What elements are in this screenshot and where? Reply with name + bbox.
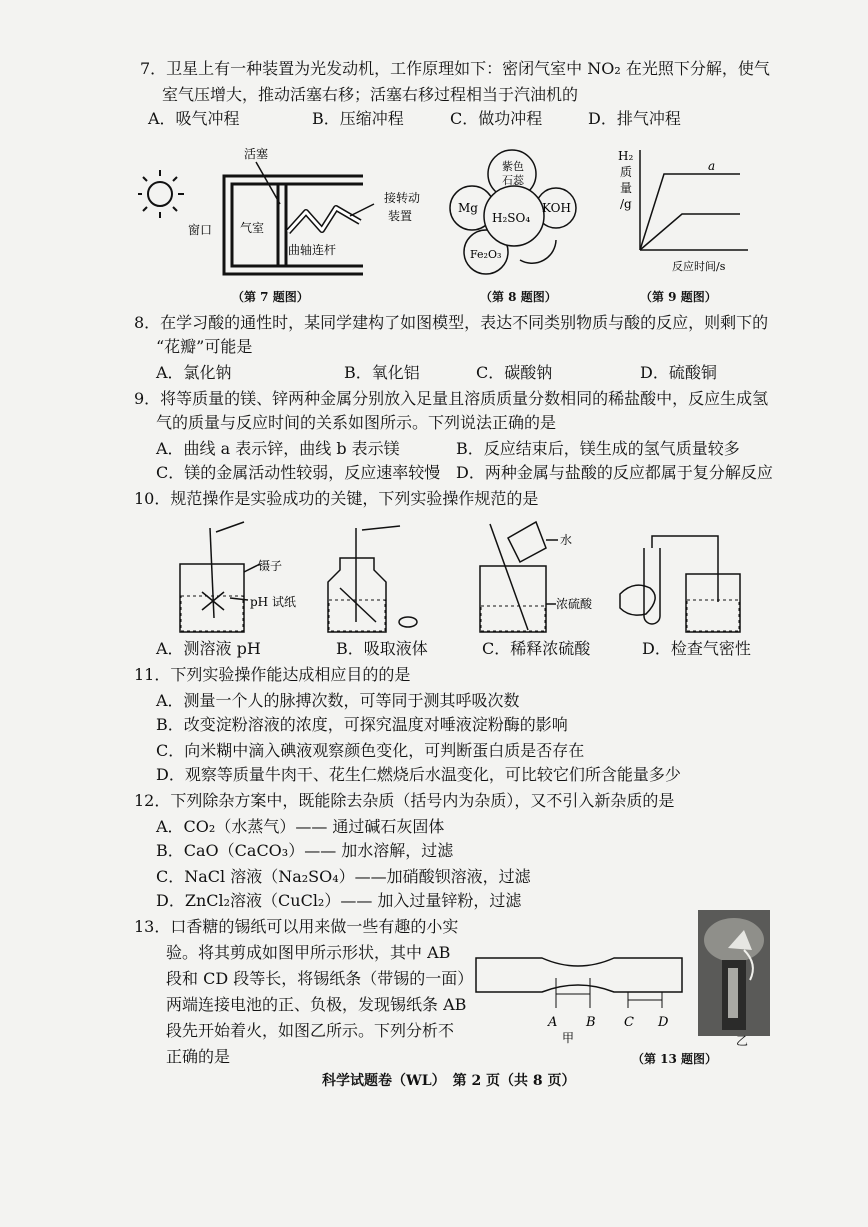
figure-8-caption: （第 8 题图） bbox=[480, 290, 557, 304]
q8-option-d: D．硫酸铜 bbox=[640, 363, 717, 382]
connect-label-1: 接转动 bbox=[384, 191, 421, 205]
center-h2so4: H₂SO₄ bbox=[492, 211, 531, 225]
ph-paper-label: pH 试纸 bbox=[250, 595, 296, 609]
y-axis-label-2: 质 bbox=[620, 165, 633, 179]
q9-option-c: C．镁的金属活动性较弱，反应速率较慢 bbox=[156, 463, 441, 482]
figure-7-engine bbox=[138, 140, 448, 290]
q7-option-d: D．排气冲程 bbox=[588, 109, 681, 128]
q11-line1: 11．下列实验操作能达成相应目的的是 bbox=[134, 665, 411, 684]
figure-8-flower bbox=[448, 140, 578, 286]
q13-line1: 13．口香糖的锡纸可以用来做一些有趣的小实 bbox=[134, 917, 459, 936]
q9-line1: 9．将等质量的镁、锌两种金属分别放入足量且溶质质量分数相同的稀盐酸中，反应生成氢 bbox=[134, 389, 769, 408]
q7-option-c: C．做功冲程 bbox=[450, 109, 543, 128]
figure-10-operations bbox=[150, 518, 770, 636]
q12-option-d: D．ZnCl₂溶液（CuCl₂）—— 加入过量锌粉，过滤 bbox=[156, 891, 522, 910]
q13-line6: 正确的是 bbox=[166, 1047, 231, 1066]
y-axis-label-3: 量 bbox=[620, 181, 633, 195]
window-label: 窗口 bbox=[188, 223, 213, 237]
petal-litmus-2: 石蕊 bbox=[502, 174, 524, 187]
figure-13-photo bbox=[698, 910, 770, 1036]
q7-line1: 7．卫星上有一种装置为光发动机，工作原理如下：密闭气室中 NO₂ 在光照下分解，使气 bbox=[140, 59, 770, 78]
y-axis-label-4: /g bbox=[620, 197, 632, 211]
label-c: C bbox=[624, 1015, 634, 1030]
q12-option-c: C．NaCl 溶液（Na₂SO₄）——加硝酸钡溶液，过滤 bbox=[156, 867, 531, 886]
figure-9-caption: （第 9 题图） bbox=[640, 290, 717, 304]
q8-line2: “花瓣”可能是 bbox=[156, 337, 253, 356]
q8-option-b: B．氧化铝 bbox=[344, 363, 420, 382]
q13-line3: 段和 CD 段等长，将锡纸条（带锡的一面） bbox=[166, 969, 474, 988]
q9-option-d: D．两种金属与盐酸的反应都属于复分解反应 bbox=[456, 463, 773, 482]
q10-option-c: C．稀释浓硫酸 bbox=[482, 639, 591, 658]
label-yi: 乙 bbox=[736, 1034, 749, 1048]
q8-option-a: A．氯化钠 bbox=[156, 363, 232, 382]
curve-a-label: a bbox=[708, 159, 716, 173]
figure-13-tinfoil-strip bbox=[468, 948, 688, 1048]
q12-line1: 12．下列除杂方案中，既能除去杂质（括号内为杂质），又不引入新杂质的是 bbox=[134, 791, 675, 810]
q11-option-a: A．测量一个人的脉搏次数，可等同于测其呼吸次数 bbox=[156, 691, 520, 710]
piston-label: 活塞 bbox=[244, 147, 269, 161]
q11-option-c: C．向米糊中滴入碘液观察颜色变化，可判断蛋白质是否存在 bbox=[156, 741, 585, 760]
figure-9-graph bbox=[608, 140, 758, 280]
q10-option-d: D．检查气密性 bbox=[642, 639, 751, 658]
q12-option-b: B．CaO（CaCO₃）—— 加水溶解，过滤 bbox=[156, 841, 454, 860]
q10-line1: 10．规范操作是实验成功的关键，下列实验操作规范的是 bbox=[134, 489, 539, 508]
q10-option-a: A．测溶液 pH bbox=[156, 639, 261, 658]
page-footer: 科学试题卷（WL） 第 2 页（共 8 页） bbox=[322, 1073, 576, 1089]
label-b: B bbox=[586, 1015, 596, 1030]
q9-option-b: B．反应结束后，镁生成的氢气质量较多 bbox=[456, 439, 740, 458]
q11-option-d: D．观察等质量牛肉干、花生仁燃烧后水温变化，可比较它们所含能量多少 bbox=[156, 765, 681, 784]
petal-litmus-1: 紫色 bbox=[502, 160, 524, 173]
tweezers-label: 镊子 bbox=[258, 559, 283, 573]
q7-option-a: A．吸气冲程 bbox=[148, 109, 240, 128]
water-label: 水 bbox=[560, 533, 573, 547]
q7-option-b: B．压缩冲程 bbox=[312, 109, 404, 128]
petal-mg: Mg bbox=[458, 201, 478, 215]
x-axis-label: 反应时间/s bbox=[672, 260, 726, 273]
q9-option-a: A．曲线 a 表示锌，曲线 b 表示镁 bbox=[156, 439, 400, 458]
q8-option-c: C．碳酸钠 bbox=[476, 363, 553, 382]
y-axis-label-h2: H₂ bbox=[618, 149, 634, 163]
label-a: A bbox=[548, 1015, 558, 1030]
q8-line1: 8．在学习酸的通性时，某同学建构了如图模型，表达不同类别物质与酸的反应，则剩下的 bbox=[134, 313, 769, 332]
q12-option-a: A．CO₂（水蒸气）—— 通过碱石灰固体 bbox=[156, 817, 445, 836]
petal-koh: KOH bbox=[542, 201, 571, 215]
q11-option-b: B．改变淀粉溶液的浓度，可探究温度对唾液淀粉酶的影响 bbox=[156, 715, 568, 734]
acid-label: 浓硫酸 bbox=[556, 597, 593, 611]
q13-line5: 段先开始着火，如图乙所示。下列分析不 bbox=[166, 1021, 455, 1040]
figure-13-caption: （第 13 题图） bbox=[632, 1052, 718, 1066]
label-d: D bbox=[658, 1015, 669, 1030]
figure-7-caption: （第 7 题图） bbox=[232, 290, 309, 304]
q7-line2: 室气压增大，推动活塞右移；活塞右移过程相当于汽油机的 bbox=[162, 85, 579, 104]
sun-icon bbox=[138, 170, 184, 218]
crank-label: 曲轴连杆 bbox=[288, 243, 337, 257]
petal-fe2o3: Fe₂O₃ bbox=[470, 248, 502, 261]
q13-line4: 两端连接电池的正、负极，发现锡纸条 AB bbox=[166, 995, 467, 1014]
label-jia: 甲 bbox=[562, 1031, 575, 1045]
q9-line2: 气的质量与反应时间的关系如图所示。下列说法正确的是 bbox=[156, 413, 557, 432]
q10-option-b: B．吸取液体 bbox=[336, 639, 428, 658]
connect-label-2: 装置 bbox=[388, 209, 413, 223]
chamber-label: 气室 bbox=[240, 221, 265, 235]
q13-line2: 验。将其剪成如图甲所示形状，其中 AB bbox=[166, 943, 451, 962]
